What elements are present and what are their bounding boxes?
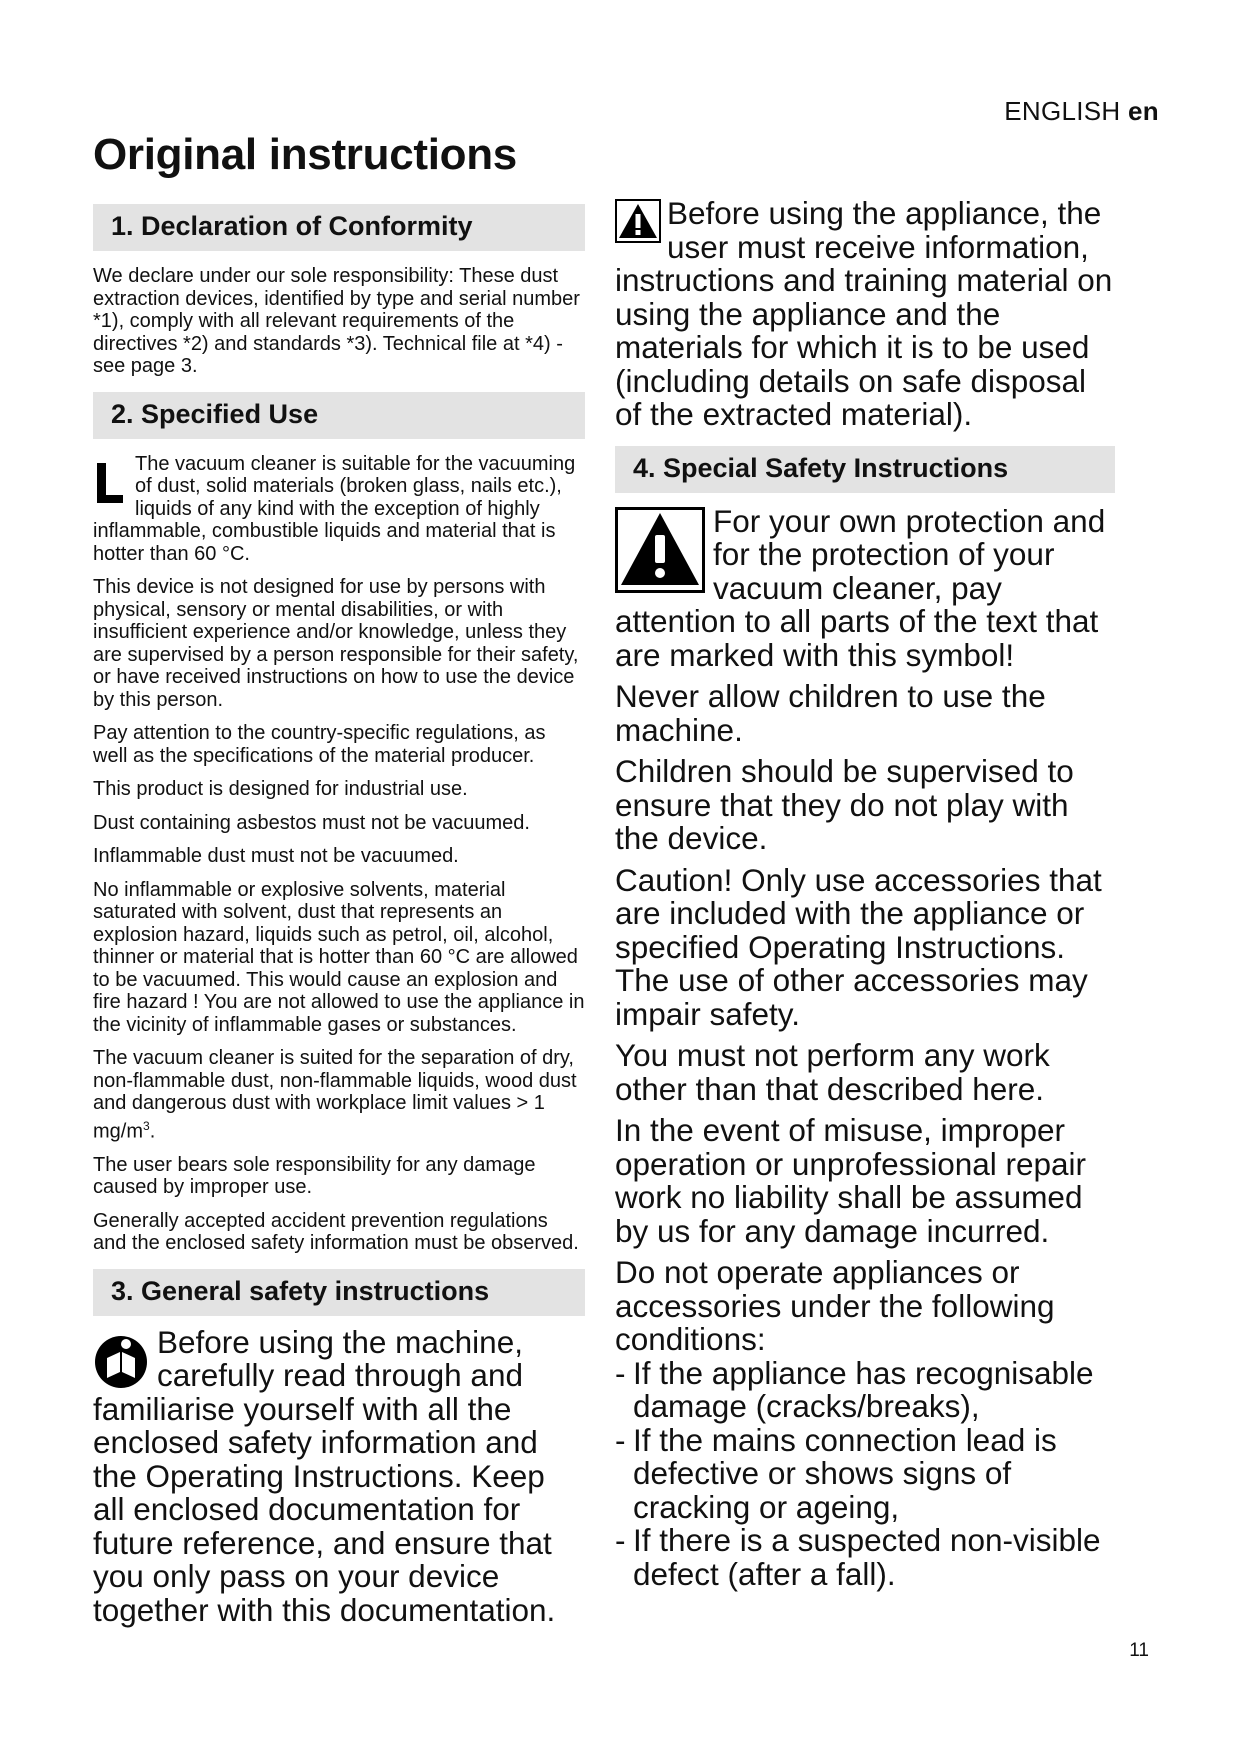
paragraph: Dust containing asbestos must not be vacuumed. (93, 811, 530, 834)
right-column (615, 197, 1115, 1591)
list-item: - If the appliance has recognisable damage (cracks/breaks), (615, 1357, 1115, 1424)
paragraph: The vacuum cleaner is suited for the separation of dry, non-flammable dust, non-flammable liquids, wood dust and dangerous dust with workplace limit values > 1 $mg/m^3$. (93, 1047, 577, 1143)
section-heading: 4. Special Safety Instructions (615, 446, 1115, 493)
paragraph: Inflammable dust must not be vacuumed. (93, 845, 459, 867)
warning-icon (615, 199, 661, 243)
language-label: ENGLISH en (1004, 96, 1159, 126)
section-heading: 3. General safety instructions (93, 1269, 585, 1316)
paragraph: You must not perform any work other than that described here. (615, 1037, 1050, 1107)
paragraph: Before using the machine, carefully read through and familiarise yourself with all the enclosed safety information and the Operating Instructions. Keep all enclosed documentation for future reference, and ensure that you only pass on your device together with this documentation. (93, 1323, 556, 1628)
section-heading: 1. Declaration of Conformity (93, 204, 585, 251)
paragraph: For your own protection and for the protection of your vacuum cleaner, pay attention to all parts of the text that are marked with this symbol! (615, 502, 1106, 673)
paragraph: Generally accepted accident prevention regulations and the enclosed safety information must be observed. (93, 1209, 579, 1255)
section-general-safety (93, 1269, 585, 1628)
section-specified-use (93, 392, 585, 1255)
read-manual-icon (93, 1332, 149, 1390)
list-item: - If the mains connection lead is defective or shows signs of cracking or ageing, (615, 1424, 1115, 1525)
section-declaration (93, 204, 585, 378)
warning-icon (615, 507, 705, 593)
paragraph: This device is not designed for use by persons with physical, sensory or mental disabilities, or with insufficient experience and/or knowledge, unless they are supervised by a person responsible for their safety, or have received instructions on how to use the device by this person. (93, 576, 579, 711)
left-column (93, 204, 585, 1635)
paragraph: In the event of misuse, improper operation or unprofessional repair work no liability shall be assumed by us for any damage incurred. (615, 1112, 1087, 1249)
specified-use-icon (93, 461, 129, 507)
section-special-safety (615, 446, 1115, 1592)
paragraph: The user bears sole responsibility for any damage caused by improper use. (93, 1153, 536, 1199)
paragraph: Caution! Only use accessories that are included with the appliance or specified Operating Instructions. The use of other accessories may impair safety. (615, 861, 1102, 1032)
list-item: - If there is a suspected non-visible defect (after a fall). (615, 1524, 1115, 1591)
paragraph: Never allow children to use the machine. (615, 678, 1046, 748)
section-heading: 2. Specified Use (93, 392, 585, 439)
paragraph: The vacuum cleaner is suitable for the vacuuming of dust, solid materials (broken glass, nails etc.), liquids of any kind with the exception of highly inflammable, combustible liquids and material that is hotter than 60 °C. (93, 452, 576, 565)
paragraph: We declare under our sole responsibility: These dust extraction devices, identified by type and serial number *1), comply with all relevant requirements of the directives *2) and standards *3). Technical file at *4) - see page 3. (93, 265, 580, 377)
paragraph: Do not operate appliances or accessories under the following conditions: (615, 1254, 1055, 1357)
paragraph: No inflammable or explosive solvents, material saturated with solvent, dust that represents an explosion hazard, liquids such as petrol, oil, alcohol, thinner or material that is hotter than 60 °C are allowed to be vacuumed. This would cause an explosion and fire hazard ! You are not allowed to use the appliance in the vicinity of inflammable gases or substances. (93, 878, 585, 1036)
paragraph: Pay attention to the country-specific regulations, as well as the specifications of the material producer. (93, 722, 546, 767)
page-number: 11 (1129, 1640, 1149, 1661)
page-title: Original instructions (93, 130, 517, 179)
paragraph: This product is designed for industrial use. (93, 778, 468, 800)
paragraph: Before using the appliance, the user must receive information, instructions and training material on using the appliance and the materials for which it is to be used (including details on safe disposal of the extracted material). (615, 195, 1113, 432)
conditions-list (615, 1354, 1115, 1592)
paragraph: Children should be supervised to ensure that they do not play with the device. (615, 753, 1074, 856)
